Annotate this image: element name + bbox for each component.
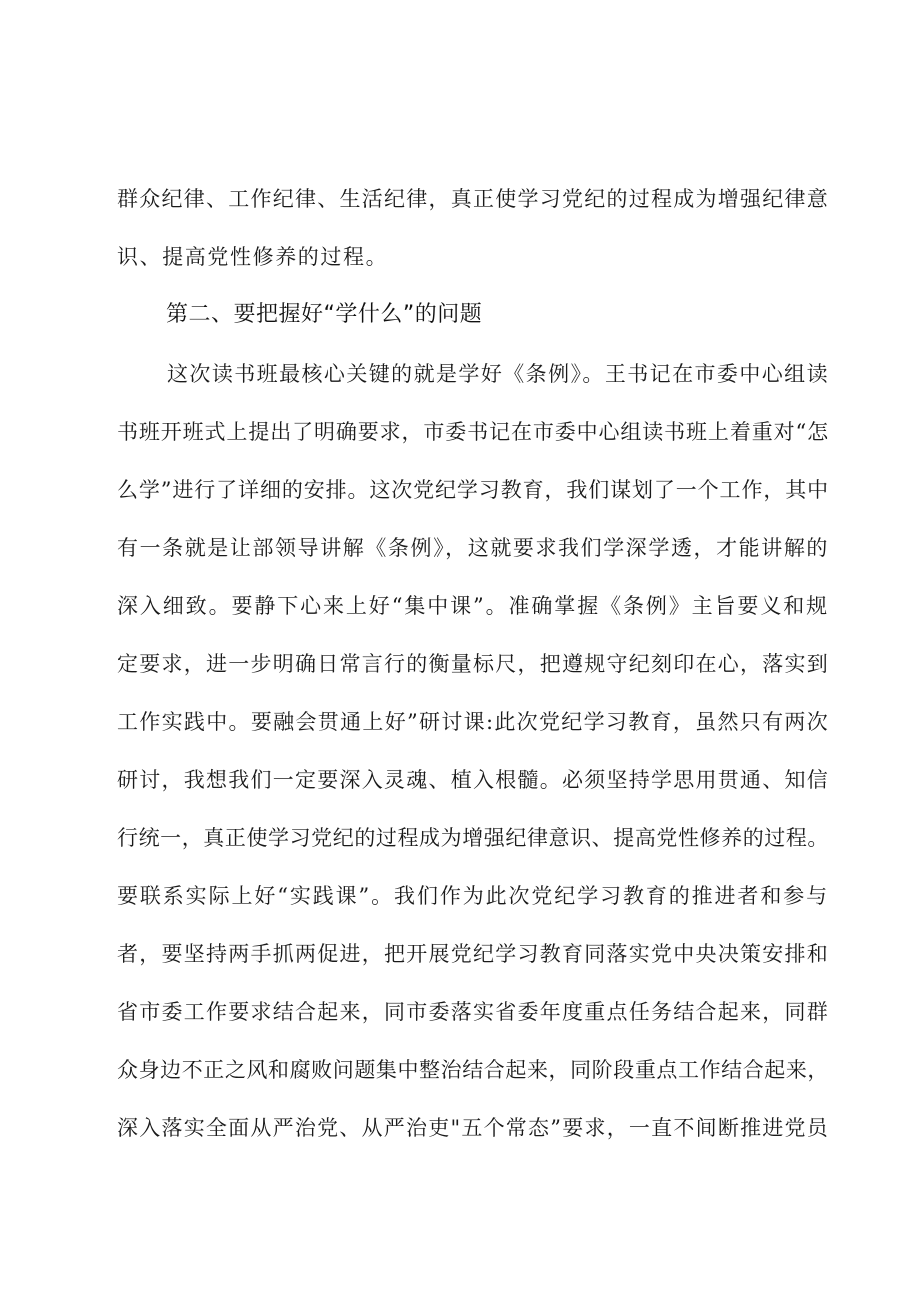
section-heading: 第二、要把握好“学什么”的问题 (166, 302, 483, 327)
paragraph-2-line-10: 要联系实际上好“实践课”。我们作为此次党纪学习教育的推进者和参与 (117, 884, 829, 908)
paragraph-2-line-14: 深入落实全面从严治党、从严治吏"五个常态”要求，一直不间断推进党员 (117, 1116, 829, 1140)
paragraph-2-line-2: 书班开班式上提出了明确要求，市委书记在市委中心组读书班上着重对“怎 (117, 420, 829, 444)
paragraph-2-line-13: 众身边不正之风和腐败问题集中整治结合起来，同阶段重点工作结合起来， (117, 1058, 830, 1082)
paragraph-2-line-12: 省市委工作要求结合起来，同市委落实省委年度重点任务结合起来，同群 (117, 1000, 829, 1024)
paragraph-2-line-8: 研讨，我想我们一定要深入灵魂、植入根髓。必须坚持学思用贯通、知信 (117, 768, 829, 792)
paragraph-2-line-4: 有一条就是让部领导讲解《条例》，这就要求我们学深学透，才能讲解的 (117, 536, 829, 560)
paragraph-1-line-1: 群众纪律、工作纪律、生活纪律，真正使学习党纪的过程成为增强纪律意 (117, 187, 829, 211)
paragraph-2-line-9: 行统一，真正使学习党纪的过程成为增强纪律意识、提高党性修养的过程。 (117, 826, 830, 850)
paragraph-2-line-3: 么学”进行了详细的安排。这次党纪学习教育，我们谋划了一个工作，其中 (117, 478, 829, 502)
paragraph-1-line-2: 识、提高党性修养的过程。 (117, 245, 389, 269)
paragraph-2-line-6: 定要求，进一步明确日常言行的衡量标尺，把遵规守纪刻印在心，落实到 (117, 652, 829, 676)
paragraph-2-line-1: 这次读书班最核心关键的就是学好《条例》。王书记在市委中心组读 (167, 362, 829, 386)
paragraph-2-line-7: 工作实践中。要融会贯通上好”研讨课:此次党纪学习教育，虽然只有两次 (117, 710, 829, 734)
paragraph-2-line-5: 深入细致。要静下心来上好“集中课”。准确掌握《条例》主旨要义和规 (117, 594, 829, 618)
paragraph-2-line-11: 者，要坚持两手抓两促进，把开展党纪学习教育同落实党中央决策安排和 (117, 942, 829, 966)
